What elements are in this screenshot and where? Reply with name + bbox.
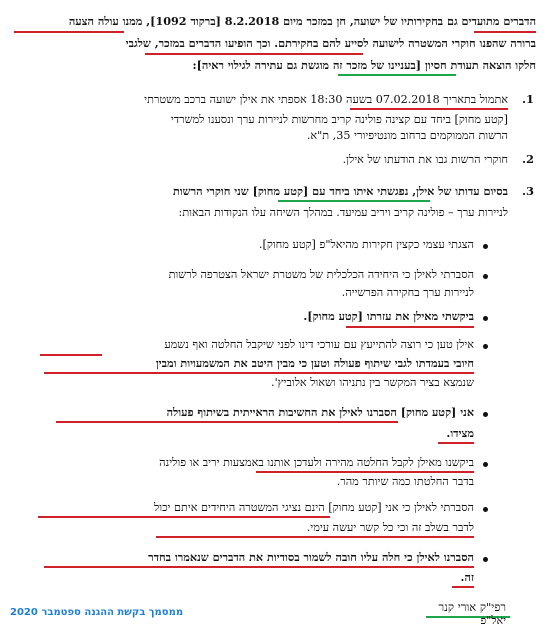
- intro-line-2: ברורה שהפנו חוקרי המשטרה לישועה לסייע להם בחקירתם. וכך הופיעו הדברים במזכר, שלגבי: [125, 36, 536, 50]
- bullet-2-line-1: הסברתי לאילן כי היחידה הכלכלית של משטרת ישראל הצטרפה לרשות: [168, 268, 474, 281]
- bullet-4-dot: [483, 344, 488, 349]
- underline-bullet-3: [346, 326, 474, 328]
- underline-item-1: [350, 108, 508, 110]
- underline-bullet-4b: [44, 372, 474, 374]
- bullet-5-line-1: אני [קטע מחוק] הסברנו לאילן את החשיבות הראייתית בשיתוף פעולה: [166, 405, 474, 419]
- bullet-6-line-1: ביקשנו מאילן לקבל החלטה מהירה ולעדכן אותנו באמצעות יריב או פולינה: [159, 456, 474, 469]
- green-underline-intro-3: [338, 74, 456, 76]
- underline-bullet-5a: [56, 421, 398, 423]
- bullet-2-line-2: לניירות ערך בחקירה הפרשייה.: [341, 286, 474, 299]
- item-number-1: 1.: [521, 92, 534, 106]
- signature-role: יאל"פ: [480, 614, 506, 627]
- item-3-line-2: לניירות ערך – פולינה קריב ויריב עמיעד. במהלך השיחה עלו הנקודות הבאות:: [178, 206, 508, 219]
- underline-bullet-6: [256, 471, 474, 473]
- underline-bullet-5b: [438, 442, 474, 444]
- bullet-5-line-2: מצידו.: [446, 426, 474, 440]
- item-3-line-1: בסיום עדותו של אילן, נפגשתי איתו ביחד עם [קטע מחוק] שני חוקרי הרשות: [172, 184, 508, 198]
- bullet-7-line-1: הסברתי לאילן כי אני [קטע מחוק] הינם נציגי המשטרה היחידים איתם יכול: [153, 501, 474, 514]
- bullet-7-line-2: לדבר בשלב זה וכי כל קשר יעשה עימי.: [306, 521, 474, 534]
- intro-line-3: חלקו הוצאה תעודת חסיון [בעניינו של מזכר זה מוגשת גם עתירה לגילוי ראיה]:: [192, 58, 536, 72]
- item-1-line-2: [קטע מחוק] ביחד עם קצינה פולינה קריב מחרשות לניירות ערך ונסענו למשרדי: [170, 113, 508, 126]
- item-1-line-1: אתמול בתאריך 07.02.2018 בשעה 18:30 אספתי את אילן ישועה ברכב משטרתי: [144, 93, 508, 106]
- bullet-4-line-1: אילן טען כי רוצה להתייעץ עם עורכי דינו לפני שיקבל החלטה ואף נשמע: [164, 338, 474, 351]
- bullet-4-line-3: שנמצא בציר המקשר בין נתניהו ושאול אלוביץ'.: [271, 376, 474, 389]
- bullet-3-text: ביקשתי מאילן את עזרתו [קטע מחוק].: [303, 309, 474, 323]
- intro-line-1: הדברים מתועדים גם בחקירותיו של ישועה, חן במזכר מיום 8.2.2018 [ברקוד 1092], ממנו עולה הצעה: [68, 14, 536, 28]
- bullet-2-dot: [483, 274, 488, 279]
- underline-intro-1a: [474, 31, 536, 33]
- underline-bullet-4a: [40, 354, 102, 356]
- bullet-6-line-2: בדבר החלטתו כמה שיותר מהר.: [336, 475, 474, 488]
- item-1-line-3: הרשות הממוקמים ברחוב מונטיפיורי 35, ת"א.: [306, 129, 508, 142]
- underline-bullet-8b: [452, 586, 474, 588]
- bullet-6-dot: [483, 462, 488, 467]
- source-caption: ממסמך בקשת ההגנה ספטמבר 2020: [10, 607, 184, 618]
- item-number-2: 2.: [521, 152, 534, 166]
- underline-bullet-8a: [44, 566, 474, 568]
- bullet-3-dot: [483, 316, 488, 321]
- underline-intro-2: [145, 53, 363, 55]
- underline-intro-1b: [14, 31, 124, 33]
- underline-bullet-7a: [38, 516, 330, 518]
- bullet-4-line-2: חיובי בעמדתו לגבי שיתוף פעולה וטען כי מבין היטב את המשמעויות ומבין: [155, 356, 474, 370]
- green-underline-item-3: [278, 200, 430, 202]
- bullet-8-line-2: זה.: [460, 570, 474, 584]
- underline-bullet-7b: [156, 536, 474, 538]
- item-2-line-1: חוקרי הרשות גבו את הודעתו של אילן.: [342, 153, 508, 166]
- bullet-8-line-1: הסברנו לאילן כי חלה עליו חובה לשמור בסודיות את הדברים שנאמרו בחדר: [148, 550, 474, 564]
- bullet-1-text: הצגתי עצמי כקצין חקירות מהיאל"פ [קטע מחוק].: [258, 238, 474, 251]
- item-number-3: 3.: [521, 184, 534, 198]
- bullet-8-dot: [483, 557, 488, 562]
- bullet-1-dot: [483, 244, 488, 249]
- bullet-7-dot: [483, 507, 488, 512]
- bullet-5-dot: [483, 412, 488, 417]
- signature-name: רפי"ק אורי קנר: [438, 600, 506, 614]
